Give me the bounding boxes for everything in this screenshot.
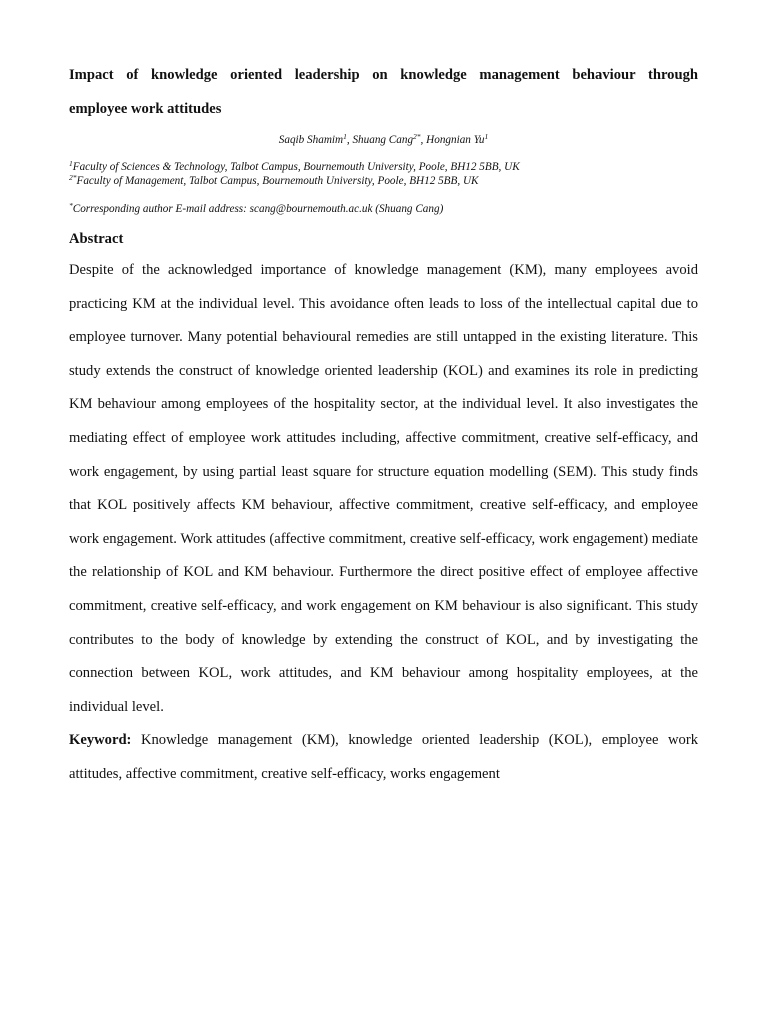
abstract-heading: Abstract [69,231,124,247]
corresponding-marker: * [69,201,73,210]
affiliation-item [69,161,698,175]
abstract-body: Despite of the acknowledged importance of knowledge management (KM), many employees avoid practicing KM at the individual level. This avoidance often leads to loss of the intellectual capital due to employee turnover. Many potential behavioural remedies are still untapped in the existing literature. This study extends the construct of knowledge oriented leadership (KOL) and examines its role in predicting KM behaviour among employees of the hospitality sector, at the individual level. It also investigates the mediating effect of employee work attitudes including, affective commitment, creative self-efficacy, and work engagement, by using partial least square for structure equation modelling (SEM). This study finds that KOL positively affects KM behaviour, affective commitment, creative self-efficacy, and employee work engagement. Work attitudes (affective commitment, creative self-efficacy, work engagement) mediate the relationship of KOL and KM behaviour. Furthermore the direct positive effect of employee affective commitment, creative self-efficacy, and work engagement on KM behaviour is also significant. This study contributes to the body of knowledge by extending the construct of KOL, and by investigating the connection between KOL, work attitudes, and KM behaviour among hospitality employees, at the individual level. [69,262,698,715]
affiliation-marker: 2* [69,172,77,182]
author-separator: , [346,134,353,146]
author-name: Saqib Shamim [278,134,344,146]
keywords-label: Keyword: [69,732,132,749]
affiliation-item [69,172,698,189]
paper-title-line-1: Impact of knowledge oriented leadership on knowledge management behaviour through [69,67,698,83]
author-name: Shuang Cang [352,134,414,146]
paper-title-line-2: employee work attitudes [69,101,222,117]
author-name: Hongnian Yu [426,134,485,146]
affiliation-text: Faculty of Management, Talbot Campus, Bournemouth University, Poole, BH12 5BB, UK [76,174,479,187]
author-affiliation-marker: 1 [484,132,489,141]
affiliation-list [69,161,698,188]
author-affiliation-marker: 1 [343,132,347,141]
keywords-text: Knowledge management (KM), knowledge oriented leadership (KOL), employee work attitudes, affective commitment, creative self-efficacy, works engagement [69,732,698,782]
author-affiliation-marker: 2* [413,132,421,141]
affiliation-text: Faculty of Sciences & Technology, Talbot Campus, Bournemouth University, Poole, BH12 5BB, UK [72,161,520,173]
keywords-paragraph [69,724,698,791]
author-separator: , [420,134,427,146]
affiliation-marker: 1 [69,159,73,168]
corresponding-author-note [69,202,698,216]
paper-title [69,58,698,126]
author-list [69,132,698,148]
corresponding-author-text: Corresponding author E-mail address: scang@bournemouth.ac.uk (Shuang Cang) [72,203,444,215]
